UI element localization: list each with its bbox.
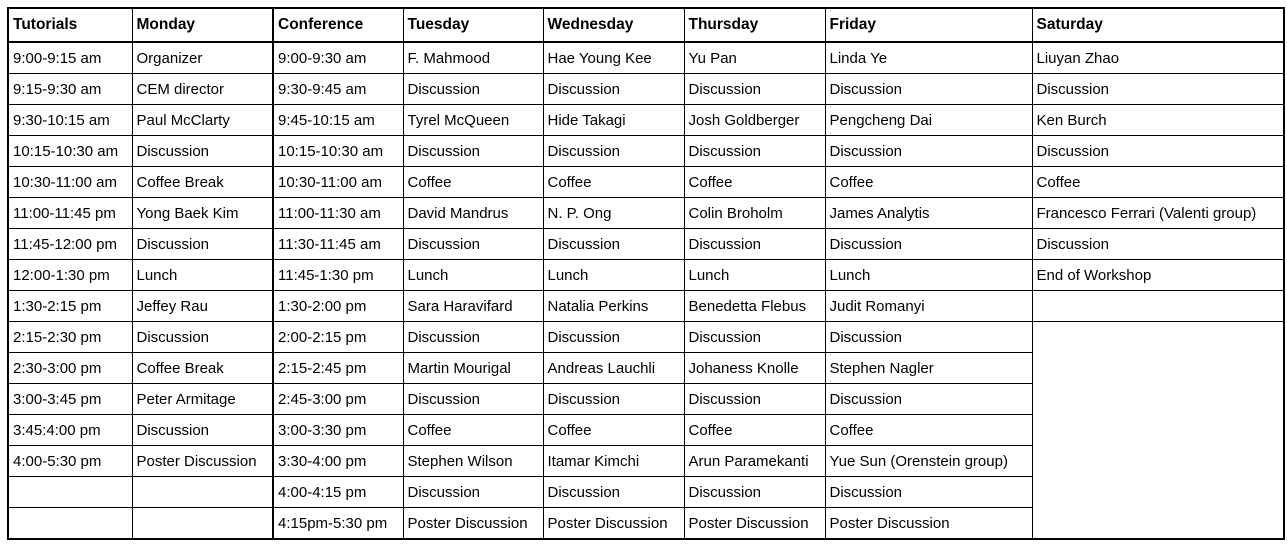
- column-header-thursday: Thursday: [684, 8, 825, 42]
- column-header-wednesday: Wednesday: [543, 8, 684, 42]
- cell-saturday: Discussion: [1032, 229, 1284, 260]
- cell-friday: Lunch: [825, 260, 1032, 291]
- cell-conference: 1:30-2:00 pm: [273, 291, 403, 322]
- cell-wednesday: Discussion: [543, 384, 684, 415]
- cell-tutorials: [8, 477, 132, 508]
- cell-friday: Pengcheng Dai: [825, 105, 1032, 136]
- cell-tuesday: F. Mahmood: [403, 42, 543, 74]
- cell-tutorials: 11:45-12:00 pm: [8, 229, 132, 260]
- cell-conference: 10:15-10:30 am: [273, 136, 403, 167]
- cell-tutorials: 3:45:4:00 pm: [8, 415, 132, 446]
- cell-friday: Discussion: [825, 136, 1032, 167]
- cell-wednesday: Hae Young Kee: [543, 42, 684, 74]
- schedule-row: [8, 322, 1284, 353]
- schedule-body: [8, 8, 1284, 539]
- cell-tuesday: Discussion: [403, 74, 543, 105]
- cell-thursday: Discussion: [684, 229, 825, 260]
- cell-conference: 11:45-1:30 pm: [273, 260, 403, 291]
- cell-monday: Poster Discussion: [132, 446, 273, 477]
- cell-tuesday: Stephen Wilson: [403, 446, 543, 477]
- cell-tutorials: 9:30-10:15 am: [8, 105, 132, 136]
- cell-tuesday: Poster Discussion: [403, 508, 543, 540]
- schedule-row: [8, 229, 1284, 260]
- cell-tutorials: 2:30-3:00 pm: [8, 353, 132, 384]
- schedule-row: [8, 291, 1284, 322]
- cell-thursday: Discussion: [684, 74, 825, 105]
- cell-thursday: Discussion: [684, 477, 825, 508]
- cell-friday: Discussion: [825, 322, 1032, 353]
- cell-tuesday: Discussion: [403, 322, 543, 353]
- cell-wednesday: Coffee: [543, 167, 684, 198]
- cell-monday: Discussion: [132, 136, 273, 167]
- cell-tutorials: 3:00-3:45 pm: [8, 384, 132, 415]
- schedule-sheet: [7, 7, 1285, 540]
- schedule-row: [8, 136, 1284, 167]
- cell-friday: Stephen Nagler: [825, 353, 1032, 384]
- cell-wednesday: N. P. Ong: [543, 198, 684, 229]
- cell-conference: 2:45-3:00 pm: [273, 384, 403, 415]
- cell-conference: 9:00-9:30 am: [273, 42, 403, 74]
- cell-tutorials: 12:00-1:30 pm: [8, 260, 132, 291]
- cell-saturday: Discussion: [1032, 136, 1284, 167]
- cell-conference: 2:00-2:15 pm: [273, 322, 403, 353]
- cell-tuesday: Sara Haravifard: [403, 291, 543, 322]
- schedule-row: [8, 167, 1284, 198]
- cell-tutorials: 10:30-11:00 am: [8, 167, 132, 198]
- cell-monday: Jeffey Rau: [132, 291, 273, 322]
- cell-wednesday: Itamar Kimchi: [543, 446, 684, 477]
- cell-thursday: Yu Pan: [684, 42, 825, 74]
- cell-thursday: Poster Discussion: [684, 508, 825, 540]
- cell-monday: Paul McClarty: [132, 105, 273, 136]
- column-header-saturday: Saturday: [1032, 8, 1284, 42]
- cell-monday: [132, 508, 273, 540]
- cell-saturday: Francesco Ferrari (Valenti group): [1032, 198, 1284, 229]
- cell-tutorials: 1:30-2:15 pm: [8, 291, 132, 322]
- cell-tuesday: Discussion: [403, 229, 543, 260]
- cell-conference: 10:30-11:00 am: [273, 167, 403, 198]
- cell-saturday: End of Workshop: [1032, 260, 1284, 291]
- cell-tutorials: [8, 508, 132, 540]
- cell-saturday: [1032, 291, 1284, 322]
- cell-saturday: Coffee: [1032, 167, 1284, 198]
- cell-friday: Linda Ye: [825, 42, 1032, 74]
- cell-thursday: Josh Goldberger: [684, 105, 825, 136]
- cell-conference: 2:15-2:45 pm: [273, 353, 403, 384]
- cell-monday: Discussion: [132, 415, 273, 446]
- cell-conference: 3:00-3:30 pm: [273, 415, 403, 446]
- cell-tuesday: Martin Mourigal: [403, 353, 543, 384]
- cell-tutorials: 4:00-5:30 pm: [8, 446, 132, 477]
- cell-tuesday: Tyrel McQueen: [403, 105, 543, 136]
- cell-thursday: Benedetta Flebus: [684, 291, 825, 322]
- cell-monday: Peter Armitage: [132, 384, 273, 415]
- cell-wednesday: Coffee: [543, 415, 684, 446]
- cell-saturday: Discussion: [1032, 74, 1284, 105]
- cell-wednesday: Lunch: [543, 260, 684, 291]
- cell-tutorials: 9:15-9:30 am: [8, 74, 132, 105]
- cell-tuesday: David Mandrus: [403, 198, 543, 229]
- cell-saturday: Ken Burch: [1032, 105, 1284, 136]
- cell-thursday: Colin Broholm: [684, 198, 825, 229]
- cell-friday: Coffee: [825, 415, 1032, 446]
- cell-wednesday: Natalia Perkins: [543, 291, 684, 322]
- cell-wednesday: Discussion: [543, 322, 684, 353]
- cell-monday: Coffee Break: [132, 167, 273, 198]
- cell-tutorials: 9:00-9:15 am: [8, 42, 132, 74]
- workshop-schedule-table: [7, 7, 1285, 540]
- cell-thursday: Arun Paramekanti: [684, 446, 825, 477]
- cell-tuesday: Coffee: [403, 167, 543, 198]
- cell-wednesday: Discussion: [543, 136, 684, 167]
- cell-monday: Lunch: [132, 260, 273, 291]
- cell-thursday: Lunch: [684, 260, 825, 291]
- column-header-monday: Monday: [132, 8, 273, 42]
- cell-tutorials: 10:15-10:30 am: [8, 136, 132, 167]
- cell-friday: Coffee: [825, 167, 1032, 198]
- cell-thursday: Coffee: [684, 415, 825, 446]
- cell-tuesday: Discussion: [403, 136, 543, 167]
- cell-friday: Judit Romanyi: [825, 291, 1032, 322]
- cell-tuesday: Discussion: [403, 384, 543, 415]
- column-header-conference: Conference: [273, 8, 403, 42]
- cell-monday: Discussion: [132, 322, 273, 353]
- cell-saturday: Liuyan Zhao: [1032, 42, 1284, 74]
- schedule-row: [8, 198, 1284, 229]
- cell-friday: Discussion: [825, 384, 1032, 415]
- cell-tuesday: Lunch: [403, 260, 543, 291]
- cell-wednesday: Discussion: [543, 229, 684, 260]
- schedule-row: [8, 105, 1284, 136]
- column-header-tutorials: Tutorials: [8, 8, 132, 42]
- cell-tuesday: Coffee: [403, 415, 543, 446]
- cell-wednesday: Discussion: [543, 74, 684, 105]
- cell-wednesday: Hide Takagi: [543, 105, 684, 136]
- cell-conference: 9:45-10:15 am: [273, 105, 403, 136]
- cell-monday: Discussion: [132, 229, 273, 260]
- cell-tuesday: Discussion: [403, 477, 543, 508]
- cell-thursday: Johaness Knolle: [684, 353, 825, 384]
- cell-thursday: Discussion: [684, 322, 825, 353]
- cell-monday: Coffee Break: [132, 353, 273, 384]
- cell-friday: Discussion: [825, 74, 1032, 105]
- cell-conference: 11:00-11:30 am: [273, 198, 403, 229]
- cell-conference: 9:30-9:45 am: [273, 74, 403, 105]
- schedule-row: [8, 42, 1284, 74]
- cell-monday: [132, 477, 273, 508]
- schedule-row: [8, 74, 1284, 105]
- cell-wednesday: Poster Discussion: [543, 508, 684, 540]
- cell-saturday: [1032, 322, 1284, 540]
- cell-monday: Organizer: [132, 42, 273, 74]
- cell-friday: James Analytis: [825, 198, 1032, 229]
- cell-conference: 3:30-4:00 pm: [273, 446, 403, 477]
- cell-wednesday: Andreas Lauchli: [543, 353, 684, 384]
- header-row: [8, 8, 1284, 42]
- cell-tutorials: 2:15-2:30 pm: [8, 322, 132, 353]
- cell-friday: Discussion: [825, 477, 1032, 508]
- column-header-friday: Friday: [825, 8, 1032, 42]
- cell-monday: CEM director: [132, 74, 273, 105]
- cell-thursday: Coffee: [684, 167, 825, 198]
- cell-tutorials: 11:00-11:45 pm: [8, 198, 132, 229]
- cell-thursday: Discussion: [684, 384, 825, 415]
- column-header-tuesday: Tuesday: [403, 8, 543, 42]
- cell-monday: Yong Baek Kim: [132, 198, 273, 229]
- cell-friday: Poster Discussion: [825, 508, 1032, 540]
- cell-conference: 4:15pm-5:30 pm: [273, 508, 403, 540]
- cell-wednesday: Discussion: [543, 477, 684, 508]
- cell-conference: 11:30-11:45 am: [273, 229, 403, 260]
- cell-friday: Yue Sun (Orenstein group): [825, 446, 1032, 477]
- schedule-row: [8, 260, 1284, 291]
- cell-thursday: Discussion: [684, 136, 825, 167]
- cell-friday: Discussion: [825, 229, 1032, 260]
- cell-conference: 4:00-4:15 pm: [273, 477, 403, 508]
